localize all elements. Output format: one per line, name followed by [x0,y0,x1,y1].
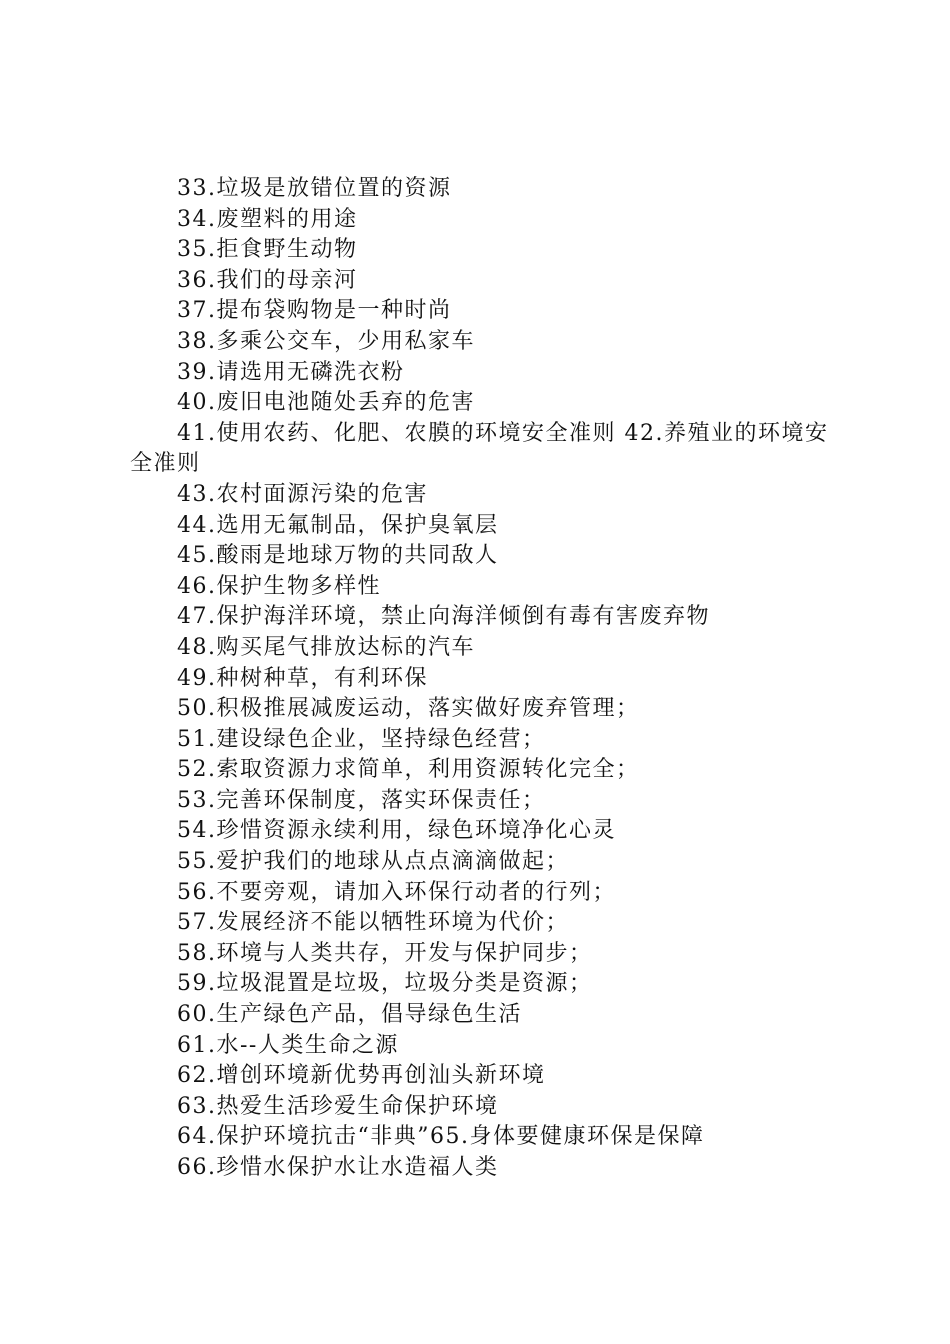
list-item: 33.垃圾是放错位置的资源 [177,176,452,201]
list-item: 38.多乘公交车，少用私家车 [177,328,475,354]
list-item: 34.废塑料的用途 [177,206,358,232]
list-item: 49.种树种草，有利环保 [177,665,428,691]
list-item: 43.农村面源污染的危害 [177,481,428,507]
slogan-list [130,174,830,1184]
list-item: 39.请选用无磷洗衣粉 [177,359,405,385]
list-item: 53.完善环保制度，落实环保责任； [177,787,546,813]
list-item: 50.积极推展减废运动，落实做好废弃管理； [177,696,640,722]
list-item: 35.拒食野生动物 [177,237,358,263]
list-item: 51.建设绿色企业，坚持绿色经营； [177,726,546,752]
list-item: 63.热爱生活珍爱生命保护环境 [177,1093,499,1119]
list-item: 62.增创环境新优势再创汕头新环境 [177,1063,546,1089]
list-item: 57.发展经济不能以牺牲环境为代价； [177,910,569,936]
list-item: 47.保护海洋环境，禁止向海洋倾倒有毒有害废弃物 [177,604,710,630]
list-item: 48.购买尾气排放达标的汽车 [177,634,475,660]
list-item: 64.保护环境抗击“非典”65.身体要健康环保是保障 [177,1124,705,1150]
list-item: 44.选用无氟制品，保护臭氧层 [177,512,499,538]
list-item: 52.索取资源力求简单，利用资源转化完全； [177,757,640,783]
list-item: 61.水--人类生命之源 [177,1032,399,1058]
list-item: 56.不要旁观，请加入环保行动者的行列； [177,879,616,905]
list-item: 66.珍惜水保护水让水造福人类 [177,1155,499,1180]
list-item: 55.爱护我们的地球从点点滴滴做起； [177,849,569,875]
list-item: 54.珍惜资源永续利用，绿色环境净化心灵 [177,818,616,844]
list-item: 40.废旧电池随处丢弃的危害 [177,390,475,416]
list-item: 41.使用农药、化肥、农膜的环境安全准则 42.养殖业的环境安全准则 [130,420,829,477]
list-item: 59.垃圾混置是垃圾，垃圾分类是资源； [177,971,593,997]
list-item: 46.保护生物多样性 [177,573,381,599]
list-item: 36.我们的母亲河 [177,267,358,293]
list-item: 37.提布袋购物是一种时尚 [177,298,452,324]
list-item: 60.生产绿色产品，倡导绿色生活 [177,1002,522,1028]
list-item: 45.酸雨是地球万物的共同敌人 [177,543,499,569]
list-item: 58.环境与人类共存，开发与保护同步； [177,940,593,966]
